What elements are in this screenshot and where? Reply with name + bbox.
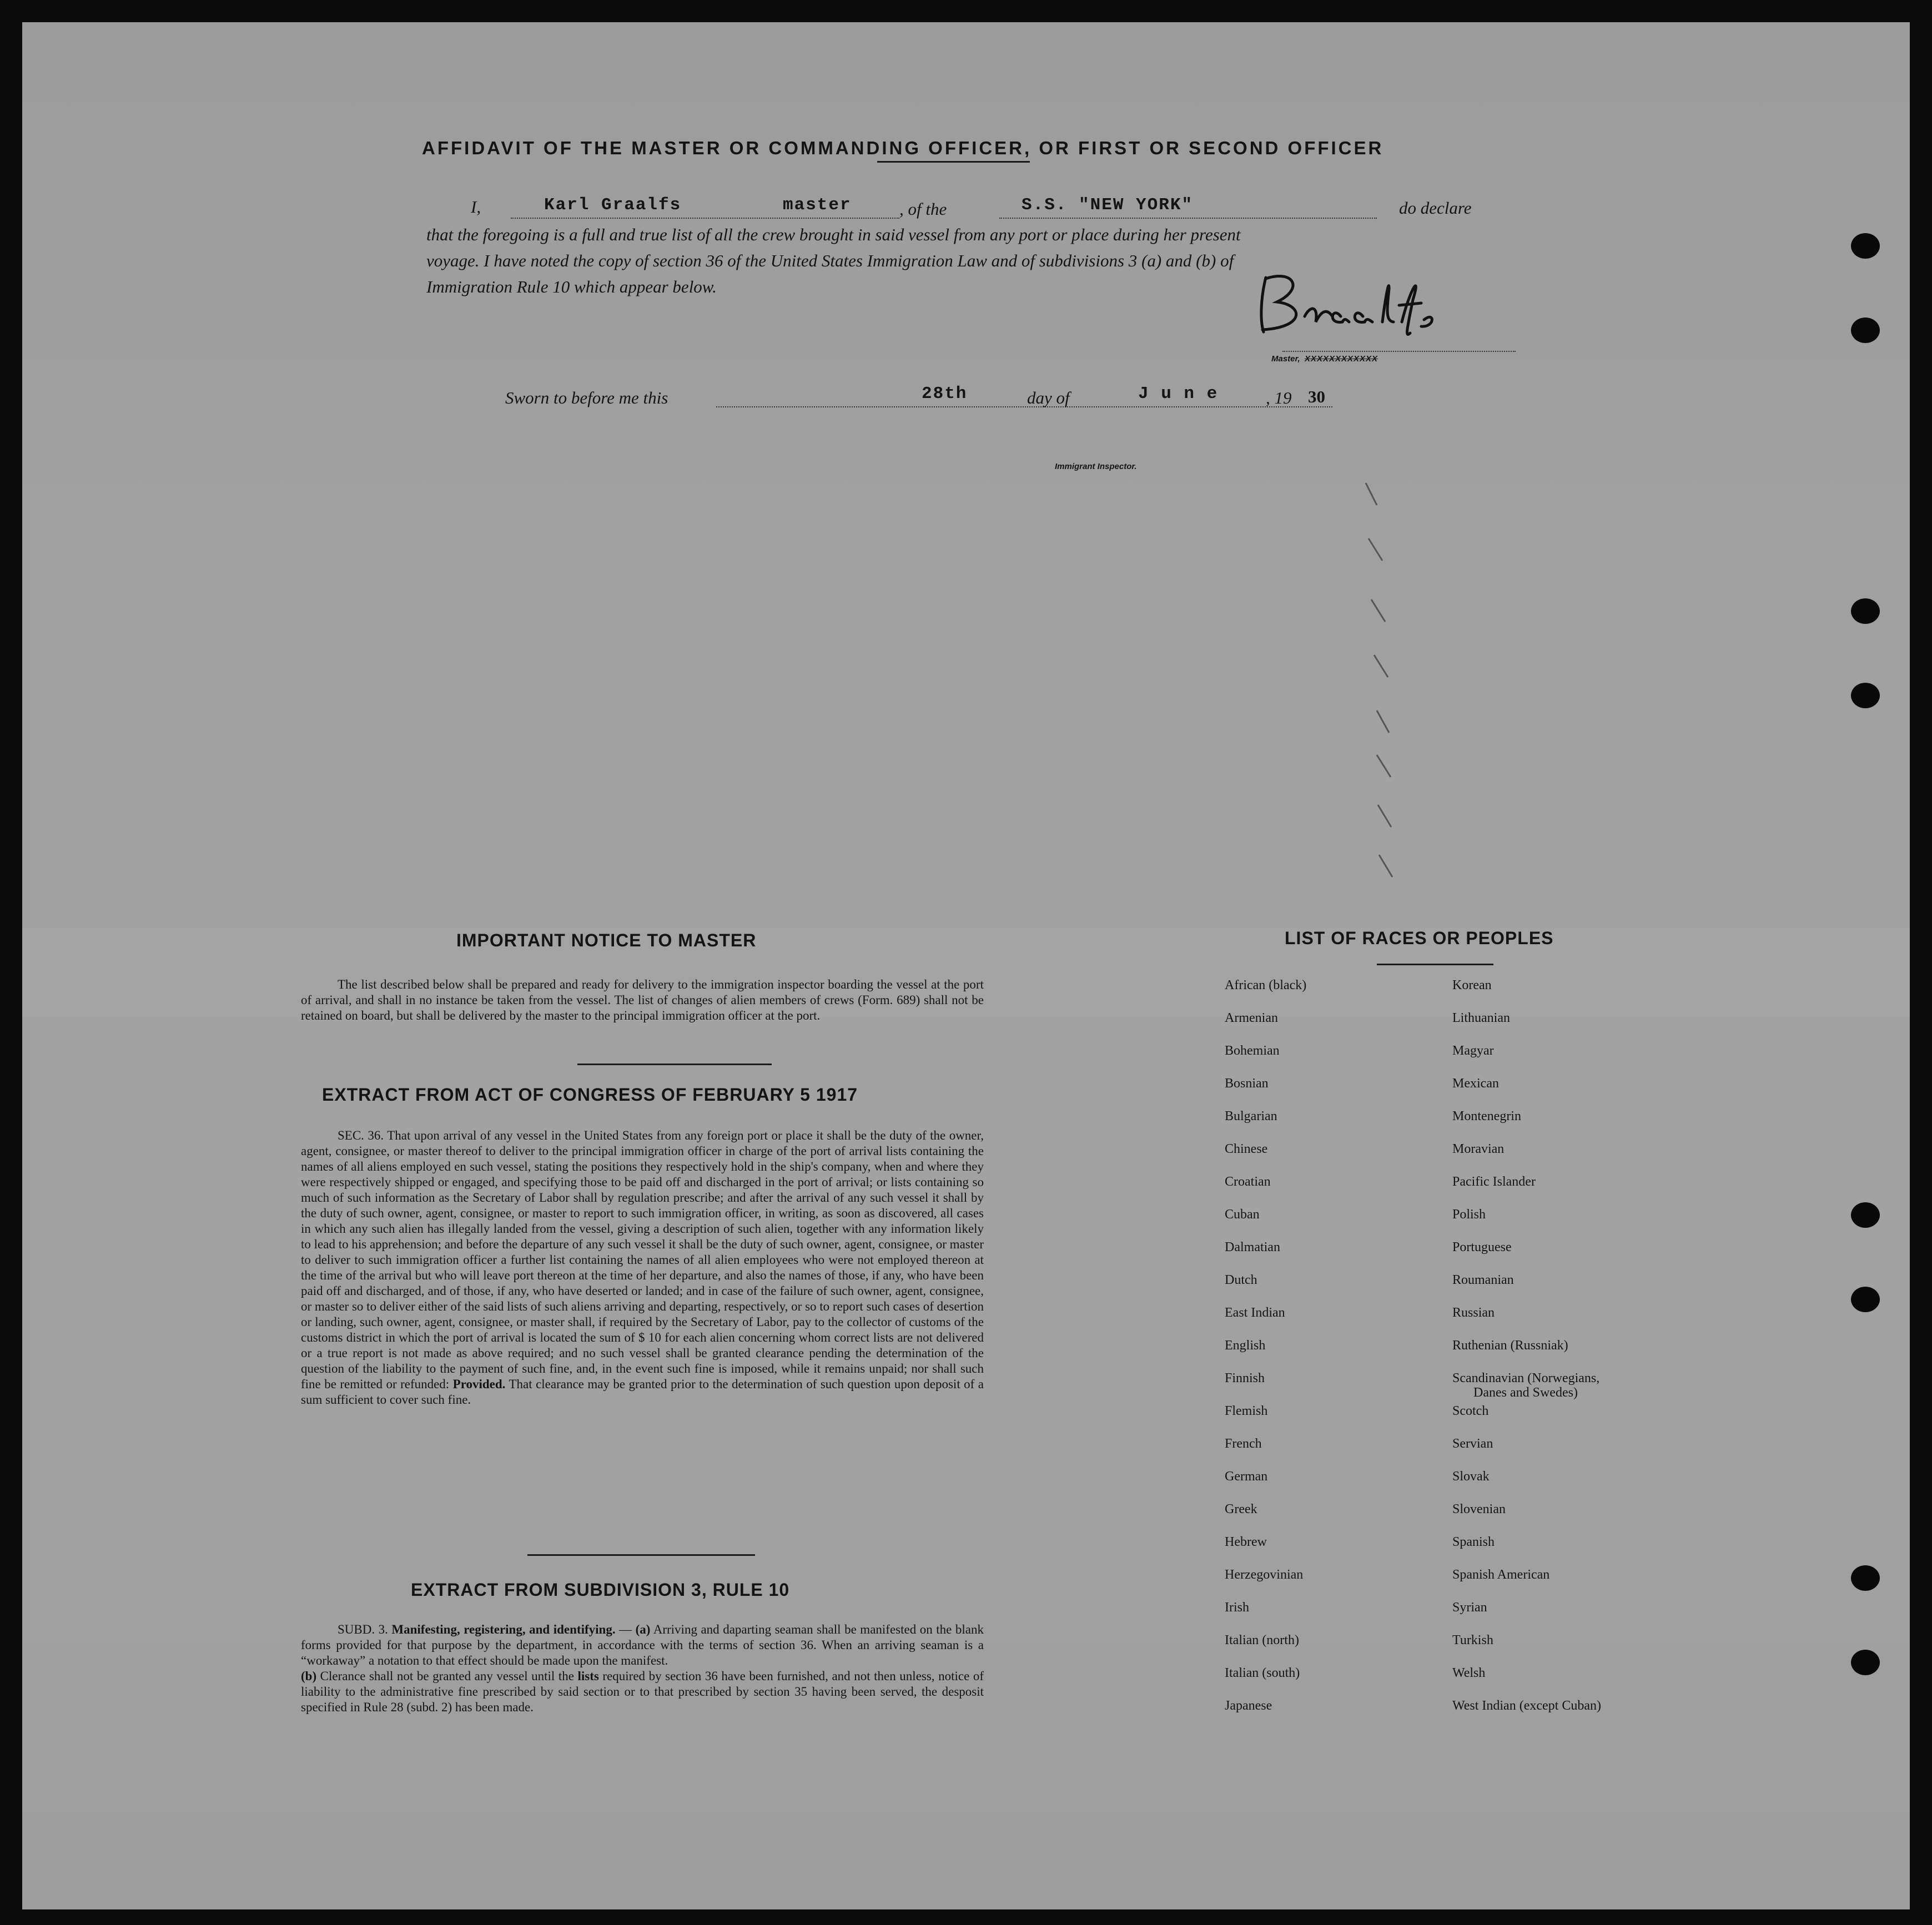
sworn-day: 28th: [922, 384, 968, 404]
punch-hole: [1851, 233, 1880, 259]
race-item: Moravian: [1452, 1142, 1505, 1156]
check-marks: [1344, 422, 1421, 921]
subd-a-label: (a): [635, 1622, 651, 1636]
race-item: German: [1225, 1469, 1268, 1484]
act-text: [301, 1128, 984, 1408]
declaration-line-2: that the foregoing is a full and true list of all the crew brought in said vessel from any port or place during her present: [426, 225, 1241, 244]
master-rank: master: [783, 195, 852, 215]
of-the-text: , of the: [899, 199, 947, 219]
rule10-paragraph-b: [301, 1669, 984, 1715]
punch-hole: [1851, 318, 1880, 343]
punch-hole: [1851, 1565, 1880, 1591]
punch-hole: [1851, 1650, 1880, 1675]
race-item: English: [1225, 1338, 1266, 1353]
year-prefix: , 19: [1266, 388, 1292, 407]
race-item: Croatian: [1225, 1175, 1271, 1189]
race-item: Spanish American: [1452, 1568, 1550, 1582]
race-item: Bosnian: [1225, 1076, 1269, 1091]
subd-dash: —: [615, 1622, 636, 1636]
race-item: Polish: [1452, 1207, 1486, 1222]
punch-hole: [1851, 1287, 1880, 1312]
race-item: Armenian: [1225, 1011, 1278, 1025]
act-text-end: That clearance may be granted prior to the determination of such question upon deposit of a sum sufficient to cover such fine.: [301, 1377, 984, 1407]
document-title: AFFIDAVIT OF THE MASTER OR COMMANDING OFFICER, OR FIRST OR SECOND OFFICER: [422, 138, 1384, 158]
race-item: Bohemian: [1225, 1044, 1280, 1058]
races-rule: [1377, 964, 1493, 965]
sworn-month: J u n e: [1138, 384, 1219, 404]
race-item: Roumanian: [1452, 1273, 1514, 1287]
race-item: Scandinavian (Norwegians, Danes and Swedes): [1452, 1371, 1600, 1400]
act-text-main: SEC. 36. That upon arrival of any vessel in the United States from any foreign port or place it shall be the duty of the owner, agent, consignee, or master thereof to deliver to the principal immigration officer in charge of the port of arrival lists containing the names of all aliens employed en such vessel, stating the positions they respectively hold in the ship's company, when and where they were respectively shipped or engaged, and specifying those to be paid off and discharged in the port of arrival; or lists containing so much of such information as the Secretary of Labor shall by regulation prescribe; and after the arrival of any such vessel it shall by the duty of such owner, agent, consignee, or master to report to such immigration officer, in writing, as soon as discovered, all cases in which any such alien has illegally landed from the vessel, giving a description of such alien, together with any information likely to lead to his apprehension; and before the departure of any such vessel it shall be the duty of such owner, agent, consignee, or master to deliver to such immigration officer a further list containing the names of all alien employees who were not employed thereon at the time of the arrival but who will leave port thereon at the time of her departure, and also the names of those, if any, who have been paid off and discharged, and of those, if any, who have deserted or landed; and in case of the failure of such owner, agent, consignee, or master so to deliver either of the said lists of such aliens arriving and departing, respectively, or so to report such cases of desertion or landing, such owner, agent, consignee, or master shall, if required by the Secretary of Labor, pay to the collector of customs of the customs district in which the port of arrival is located the sum of $ 10 for each alien concerning whom correct lists are not delivered or a true report is not made as above required; and no such vessel shall be granted clearance pending the determination of the question of the liability to the payment of such fine, and, in the event such fine is imposed, while it remains unpaid; nor shall such fine be remitted or refunded:: [301, 1128, 984, 1391]
master-caption: Master,: [1271, 354, 1300, 364]
race-item: Russian: [1452, 1306, 1495, 1320]
race-item: Mexican: [1452, 1076, 1499, 1091]
race-item: Lithuanian: [1452, 1011, 1510, 1025]
race-item: Dalmatian: [1225, 1240, 1280, 1254]
signature-underline: [1282, 351, 1516, 352]
do-declare-text: do declare: [1399, 198, 1472, 218]
race-item: Chinese: [1225, 1142, 1268, 1156]
subd-b-text-1: Clerance shall not be granted any vessel until the: [320, 1669, 574, 1683]
rule10-paragraph-a: [301, 1622, 984, 1669]
race-item: Bulgarian: [1225, 1109, 1277, 1123]
inspector-caption: Immigrant Inspector.: [1055, 462, 1137, 471]
race-item: Korean: [1452, 978, 1492, 992]
day-of-text: day of: [1027, 388, 1070, 407]
declaration-line-3: voyage. I have noted the copy of section 36 of the United States Immigration Law and of subdivisions 3 (a) and (b) of: [426, 251, 1234, 270]
name-underline: [511, 218, 899, 219]
race-item: Syrian: [1452, 1600, 1487, 1615]
race-item: Ruthenian (Russniak): [1452, 1338, 1568, 1353]
race-item: West Indian (except Cuban): [1452, 1699, 1601, 1713]
master-signature: [1244, 266, 1477, 344]
vessel-name: S.S. "NEW YORK": [1022, 195, 1194, 215]
races-heading: LIST OF RACES OR PEOPLES: [1285, 928, 1554, 948]
punch-hole: [1851, 1202, 1880, 1228]
subd-b-text-2: required by section 36 have been furnished, and not then unless, notice of liability to the administrative fine prescribed by said section or to that prescribed by section 35 having been served, the desposit specified in Rule 28 (subd. 2) has been made.: [301, 1669, 984, 1714]
act-heading: EXTRACT FROM ACT OF CONGRESS OF FEBRUARY 5 1917: [322, 1085, 858, 1105]
notice-rule: [577, 1064, 772, 1065]
race-item: Montenegrin: [1452, 1109, 1521, 1123]
punch-hole: [1851, 683, 1880, 708]
subd-label: SUBD. 3.: [338, 1622, 388, 1636]
act-paragraph: [301, 1128, 984, 1408]
subd-b-label: (b): [301, 1669, 317, 1683]
race-item: Slovenian: [1452, 1502, 1506, 1516]
race-item: Hebrew: [1225, 1535, 1267, 1549]
rule10-text: [301, 1622, 984, 1715]
sworn-prefix: Sworn to before me this: [505, 388, 668, 407]
document-sheet: [22, 22, 1910, 1909]
title-rule: [877, 161, 1030, 163]
notice-heading: IMPORTANT NOTICE TO MASTER: [456, 930, 757, 950]
race-item: African (black): [1225, 978, 1307, 992]
master-name: Karl Graalfs: [544, 195, 682, 215]
race-item: Finnish: [1225, 1371, 1265, 1385]
race-item: Turkish: [1452, 1633, 1493, 1647]
subd-b-lists: lists: [577, 1669, 599, 1683]
race-item: French: [1225, 1437, 1262, 1451]
race-item: Servian: [1452, 1437, 1493, 1451]
sworn-underline: [716, 406, 1332, 407]
vessel-underline: [999, 218, 1377, 219]
rule10-heading: EXTRACT FROM SUBDIVISION 3, RULE 10: [411, 1580, 790, 1600]
struck-title: XXXXXXXXXXXX: [1305, 354, 1378, 364]
subd-a-text: Arriving and daparting seaman shall be manifested on the blank forms provided for that purpose by the department, in accordance with the terms of section 36. When an arriving seaman is a “workaway” a notation to that effect should be made upon the manifest.: [301, 1622, 984, 1667]
race-item: East Indian: [1225, 1306, 1285, 1320]
race-item: Italian (south): [1225, 1666, 1300, 1680]
declaration-line-4: Immigration Rule 10 which appear below.: [426, 277, 717, 296]
race-item: Greek: [1225, 1502, 1257, 1516]
race-item: Irish: [1225, 1600, 1249, 1615]
race-item: Dutch: [1225, 1273, 1257, 1287]
notice-text: [301, 977, 984, 1024]
race-item: Slovak: [1452, 1469, 1490, 1484]
race-item: Welsh: [1452, 1666, 1486, 1680]
race-item: Pacific Islander: [1452, 1175, 1536, 1189]
race-item: Scotch: [1452, 1404, 1489, 1418]
declaration-prefix: I,: [471, 197, 481, 216]
race-item: Magyar: [1452, 1044, 1494, 1058]
punch-hole: [1851, 598, 1880, 624]
race-item: Cuban: [1225, 1207, 1260, 1222]
race-item: Flemish: [1225, 1404, 1268, 1418]
act-provided: Provided.: [452, 1377, 506, 1391]
subd-title: Manifesting, registering, and identifying.: [391, 1622, 616, 1636]
race-item: Italian (north): [1225, 1633, 1299, 1647]
act-rule: [527, 1554, 755, 1556]
race-item: Spanish: [1452, 1535, 1495, 1549]
race-item: Portuguese: [1452, 1240, 1512, 1254]
notice-paragraph: The list described below shall be prepared and ready for delivery to the immigration inspector boarding the vessel at the port of arrival, and shall in no instance be taken from the vessel. The list of changes of alien members of crews (Form. 689) shall not be retained on board, but shall be delivered by the master to the principal immigration officer at the port.: [301, 977, 984, 1022]
race-item: Herzegovinian: [1225, 1568, 1304, 1582]
race-item: Japanese: [1225, 1699, 1272, 1713]
year-suffix: 30: [1308, 387, 1325, 406]
